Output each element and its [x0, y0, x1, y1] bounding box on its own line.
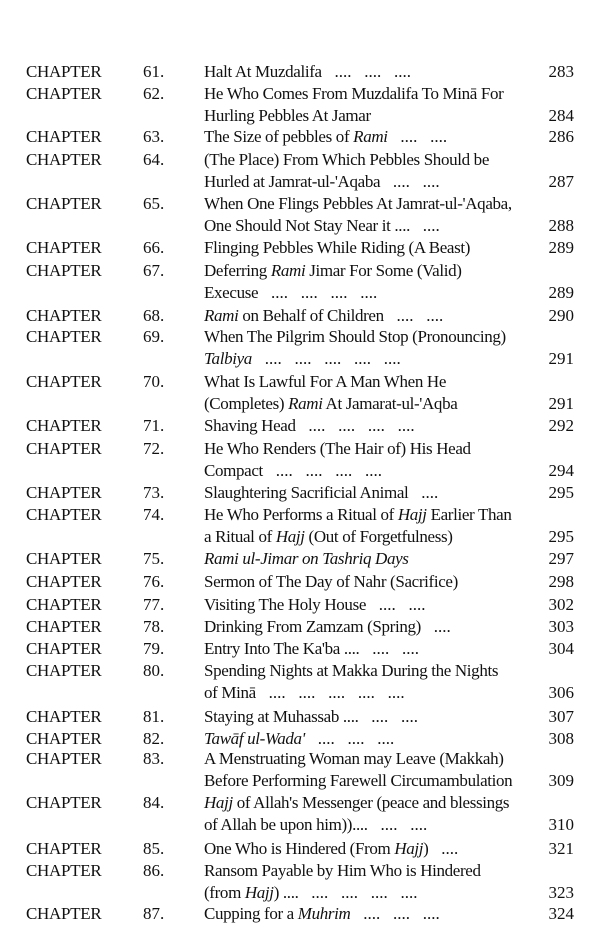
chapter-label: CHAPTER: [26, 595, 102, 614]
chapter-title-line: Deferring Rami Jimar For Some (Valid): [204, 261, 462, 280]
chapter-title: [204, 438, 544, 482]
page-number: 308: [548, 729, 574, 748]
chapter-label: CHAPTER: [26, 729, 102, 748]
page-number: 287: [548, 172, 574, 191]
chapter-title: [204, 260, 544, 304]
chapter-title-line: Rami ul-Jimar on Tashriq Days: [204, 549, 409, 568]
chapter-title: [204, 706, 544, 728]
chapter-title-line: Drinking From Zamzam (Spring) ....: [204, 617, 451, 636]
leader-dots: .... .... .... ....: [298, 883, 418, 902]
chapter-number: 67.: [143, 261, 165, 280]
leader-dots: .... .... .... ....: [262, 461, 382, 480]
chapter-number: 74.: [143, 505, 165, 524]
chapter-label: CHAPTER: [26, 261, 102, 280]
leader-dots: ....: [408, 483, 439, 502]
chapter-number: 75.: [143, 549, 165, 568]
chapter-title-line: The Size of pebbles of Rami .... ....: [204, 127, 448, 146]
chapter-label: CHAPTER: [26, 839, 102, 858]
page-number: 297: [548, 549, 574, 568]
chapter-label: CHAPTER: [26, 749, 102, 768]
chapter-number: 77.: [143, 595, 165, 614]
leader-dots: .... ....: [367, 815, 428, 834]
chapter-number: 69.: [143, 327, 165, 346]
chapter-number: 73.: [143, 483, 165, 502]
chapter-title-line: Hurled at Jamrat-ul-'Aqaba .... ....: [204, 172, 440, 191]
chapter-title: [204, 548, 544, 570]
page-number: 288: [548, 216, 574, 235]
page-number: 295: [548, 527, 574, 546]
chapter-title-line: a Ritual of Hajj (Out of Forgetfulness): [204, 527, 453, 546]
chapter-label: CHAPTER: [26, 238, 102, 257]
chapter-title-line: Cupping for a Muhrim .... .... ....: [204, 904, 440, 923]
chapter-number: 71.: [143, 416, 165, 435]
leader-dots: .... .... ....: [321, 62, 411, 81]
chapter-title-line: A Menstruating Woman may Leave (Makkah): [204, 749, 504, 768]
page-number: 291: [548, 349, 574, 368]
chapter-title: [204, 149, 544, 193]
page-number: 284: [548, 106, 574, 125]
chapter-title: [204, 371, 544, 415]
page-number: 302: [548, 595, 574, 614]
chapter-title: [204, 748, 544, 792]
chapter-title-line: One Who is Hindered (From Hajj) ....: [204, 839, 459, 858]
chapter-number: 66.: [143, 238, 165, 257]
chapter-title: [204, 728, 544, 750]
chapter-number: 80.: [143, 661, 165, 680]
chapter-title: [204, 616, 544, 638]
page-number: 292: [548, 416, 574, 435]
chapter-title-line: Before Performing Farewell Circumambulation: [204, 771, 513, 790]
page-number: 295: [548, 483, 574, 502]
chapter-title: [204, 83, 544, 127]
leader-dots: .... .... .... ....: [258, 283, 378, 302]
page-number: 286: [548, 127, 574, 146]
chapter-label: CHAPTER: [26, 861, 102, 880]
page-number: 323: [548, 883, 574, 902]
chapter-title: [204, 571, 544, 593]
leader-dots: .... .... ....: [304, 729, 395, 748]
page-number: 298: [548, 572, 574, 591]
page-number: 294: [548, 461, 574, 480]
page-number: 289: [548, 283, 574, 302]
page-number: 310: [548, 815, 574, 834]
chapter-label: CHAPTER: [26, 483, 102, 502]
chapter-number: 62.: [143, 84, 165, 103]
chapter-title-line: Staying at Muhassab .... .... ....: [204, 707, 419, 726]
chapter-title: [204, 594, 544, 616]
chapter-title: [204, 61, 544, 83]
chapter-title: [204, 415, 544, 437]
chapter-title: [204, 638, 544, 660]
chapter-label: CHAPTER: [26, 127, 102, 146]
chapter-title-line: Rami on Behalf of Children .... ....: [204, 306, 444, 325]
chapter-title-line: of Minā .... .... .... .... ....: [204, 683, 405, 702]
leader-dots: .... ....: [358, 707, 419, 726]
chapter-label: CHAPTER: [26, 549, 102, 568]
chapter-title-line: Visiting The Holy House .... ....: [204, 595, 426, 614]
chapter-title: [204, 504, 544, 548]
chapter-label: CHAPTER: [26, 150, 102, 169]
chapter-label: CHAPTER: [26, 416, 102, 435]
chapter-number: 85.: [143, 839, 165, 858]
chapter-label: CHAPTER: [26, 904, 102, 923]
chapter-title-line: One Should Not Stay Near it .... ....: [204, 216, 440, 235]
chapter-title-line: Execuse .... .... .... ....: [204, 283, 378, 302]
chapter-title: [204, 792, 544, 836]
chapter-title-line: (Completes) Rami At Jamarat-ul-'Aqba: [204, 394, 458, 413]
chapter-title-line: What Is Lawful For A Man When He: [204, 372, 447, 391]
page-number: 291: [548, 394, 574, 413]
chapter-number: 81.: [143, 707, 165, 726]
chapter-number: 70.: [143, 372, 165, 391]
chapter-label: CHAPTER: [26, 793, 102, 812]
chapter-title-line: He Who Comes From Muzdalifa To Minā For: [204, 84, 504, 103]
chapter-number: 86.: [143, 861, 165, 880]
page-number: 324: [548, 904, 574, 923]
chapter-label: CHAPTER: [26, 505, 102, 524]
chapter-title-line: He Who Renders (The Hair of) His Head: [204, 439, 471, 458]
chapter-title-line: (The Place) From Which Pebbles Should be: [204, 150, 490, 169]
chapter-title-line: Talbiya .... .... .... .... ....: [204, 349, 401, 368]
chapter-title: [204, 126, 544, 148]
chapter-title: [204, 305, 544, 327]
chapter-number: 72.: [143, 439, 165, 458]
chapter-title: [204, 482, 544, 504]
chapter-label: CHAPTER: [26, 439, 102, 458]
chapter-number: 83.: [143, 749, 165, 768]
leader-dots: .... ....: [366, 595, 426, 614]
chapter-title-line: Compact .... .... .... ....: [204, 461, 382, 480]
chapter-label: CHAPTER: [26, 707, 102, 726]
chapter-title-line: Slaughtering Sacrificial Animal ....: [204, 483, 439, 502]
chapter-title-line: Shaving Head .... .... .... ....: [204, 416, 415, 435]
chapter-number: 68.: [143, 306, 165, 325]
chapter-number: 79.: [143, 639, 165, 658]
chapter-title-line: When One Flings Pebbles At Jamrat-ul-'Aqaba,: [204, 194, 512, 213]
chapter-number: 64.: [143, 150, 165, 169]
chapter-number: 61.: [143, 62, 165, 81]
chapter-label: CHAPTER: [26, 306, 102, 325]
chapter-title: [204, 193, 544, 237]
chapter-title-line: (from Hajj) .... .... .... .... ....: [204, 883, 418, 902]
chapter-number: 76.: [143, 572, 165, 591]
page-number: 304: [548, 639, 574, 658]
leader-dots: .... ....: [380, 172, 440, 191]
leader-dots: .... ....: [383, 306, 444, 325]
page-number: 309: [548, 771, 574, 790]
chapter-label: CHAPTER: [26, 327, 102, 346]
page-number: 307: [548, 707, 574, 726]
chapter-title: [204, 838, 544, 860]
leader-dots: ....: [410, 216, 440, 235]
chapter-label: CHAPTER: [26, 661, 102, 680]
chapter-label: CHAPTER: [26, 62, 102, 81]
leader-dots: ....: [428, 839, 459, 858]
chapter-title-line: Ransom Payable by Him Who is Hindered: [204, 861, 481, 880]
leader-dots: .... ....: [387, 127, 448, 146]
chapter-title-line: He Who Performs a Ritual of Hajj Earlier Than: [204, 505, 512, 524]
chapter-title: [204, 903, 544, 925]
chapter-label: CHAPTER: [26, 639, 102, 658]
leader-dots: ....: [420, 617, 451, 636]
chapter-title: [204, 237, 544, 259]
page-number: 283: [548, 62, 574, 81]
chapter-title-line: Hajj of Allah's Messenger (peace and blessings: [204, 793, 510, 812]
leader-dots: .... ....: [359, 639, 419, 658]
chapter-title-line: Tawāf ul-Wada' .... .... ....: [204, 729, 395, 748]
chapter-title: [204, 860, 544, 904]
chapter-number: 84.: [143, 793, 165, 812]
chapter-label: CHAPTER: [26, 194, 102, 213]
chapter-title-line: of Allah be upon him)).... .... ....: [204, 815, 428, 834]
chapter-number: 63.: [143, 127, 165, 146]
chapter-title-line: Entry Into The Ka'ba .... .... ....: [204, 639, 419, 658]
chapter-number: 87.: [143, 904, 165, 923]
chapter-number: 78.: [143, 617, 165, 636]
chapter-number: 82.: [143, 729, 165, 748]
chapter-title-line: Halt At Muzdalifa .... .... ....: [204, 62, 411, 81]
chapter-title-line: Flinging Pebbles While Riding (A Beast): [204, 238, 471, 257]
page-number: 303: [548, 617, 574, 636]
chapter-title-line: Sermon of The Day of Nahr (Sacrifice): [204, 572, 458, 591]
chapter-label: CHAPTER: [26, 84, 102, 103]
chapter-number: 65.: [143, 194, 165, 213]
chapter-title-line: Spending Nights at Makka During the Nights: [204, 661, 499, 680]
leader-dots: .... .... .... .... ....: [255, 683, 405, 702]
page-number: 306: [548, 683, 574, 702]
leader-dots: .... .... .... .... ....: [251, 349, 401, 368]
chapter-title-line: When The Pilgrim Should Stop (Pronouncing): [204, 327, 506, 346]
page-number: 290: [548, 306, 574, 325]
leader-dots: .... .... ....: [350, 904, 440, 923]
chapter-label: CHAPTER: [26, 617, 102, 636]
chapter-label: CHAPTER: [26, 572, 102, 591]
chapter-label: CHAPTER: [26, 372, 102, 391]
chapter-title: [204, 326, 544, 370]
chapter-title: [204, 660, 544, 704]
chapter-title-line: Hurling Pebbles At Jamar: [204, 106, 371, 125]
leader-dots: .... .... .... ....: [295, 416, 415, 435]
page-number: 321: [548, 839, 574, 858]
page-number: 289: [548, 238, 574, 257]
